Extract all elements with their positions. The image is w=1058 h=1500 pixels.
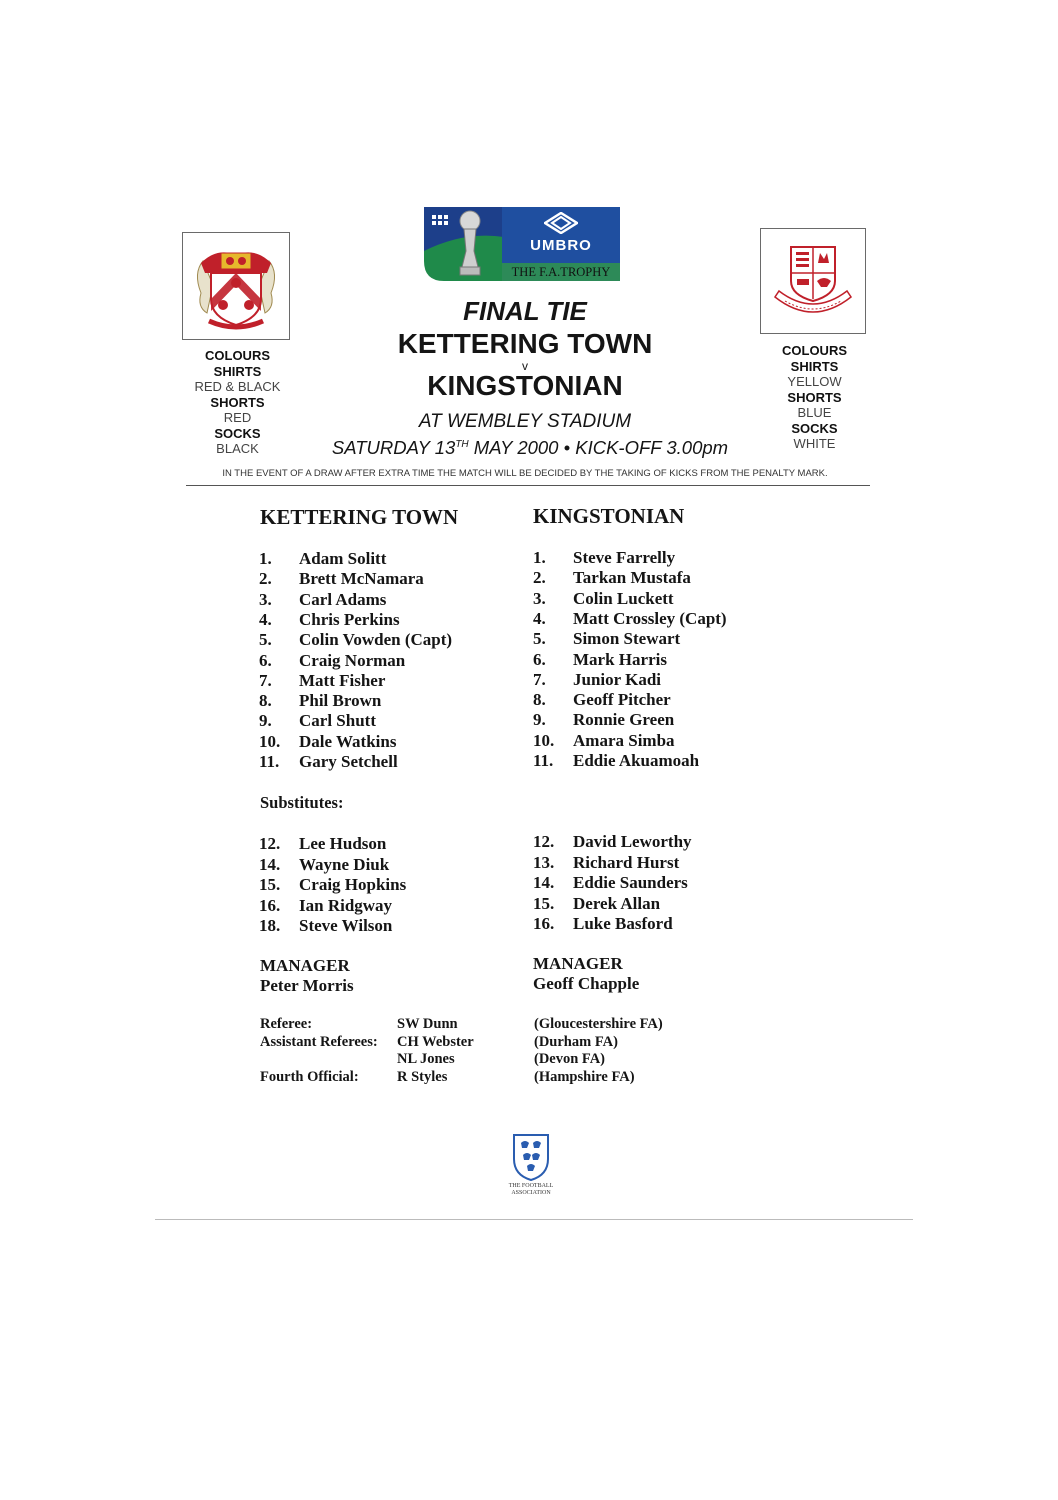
player-name: Matt Fisher — [299, 670, 386, 690]
away-shorts-value: BLUE — [797, 405, 832, 420]
away-manager-name: Geoff Chapple — [533, 974, 640, 993]
away-team-title: KINGSTONIAN — [427, 370, 623, 401]
player-number: 8. — [259, 691, 272, 711]
player-number: 15. — [259, 875, 281, 894]
player-name: Ian Ridgway — [299, 895, 393, 915]
player-number: 16. — [533, 914, 555, 933]
player-name: Eddie Akuamoah — [573, 751, 700, 770]
football-association-caption: THE FOOTBALL ASSOCIATION — [508, 1183, 554, 1196]
player-number: 12. — [259, 834, 281, 853]
official-role: Referee: — [260, 1016, 313, 1032]
home-colours-title: COLOURS — [205, 348, 270, 363]
official-fa: (Gloucestershire FA) — [534, 1016, 663, 1032]
player-name: Mark Harris — [573, 649, 667, 669]
home-shorts-label: SHORTS — [210, 394, 265, 410]
home-socks-label: SOCKS — [214, 425, 261, 441]
competition-name: THE F.A.TROPHY — [502, 263, 620, 281]
home-manager-name: Peter Morris — [260, 976, 354, 995]
football-association-logo-icon — [511, 1133, 551, 1181]
home-crest-frame — [182, 232, 290, 340]
home-colours — [180, 348, 295, 457]
date-line-a: SATURDAY 13 — [331, 437, 456, 458]
umbro-diamond-icon — [544, 212, 578, 234]
header-divider — [186, 485, 870, 486]
fa-trophy-icon — [424, 207, 504, 281]
player-name: Wayne Diuk — [299, 854, 390, 874]
player-name: Junior Kadi — [573, 669, 662, 689]
player-number: 16. — [259, 895, 281, 915]
player-number: 6. — [533, 649, 546, 669]
home-shorts-value: RED — [223, 410, 252, 425]
player-name: Carl Adams — [299, 589, 387, 609]
away-socks-label: SOCKS — [791, 420, 838, 436]
official-fa: (Hampshire FA) — [534, 1068, 635, 1085]
player-number: 2. — [533, 568, 546, 588]
away-socks-value: WHITE — [793, 436, 836, 451]
player-name: Matt Crossley (Capt) — [573, 608, 727, 628]
player-number: 14. — [533, 873, 555, 892]
officials-table — [260, 1016, 680, 1088]
venue: AT WEMBLEY STADIUM — [418, 411, 632, 432]
player-number: 7. — [259, 670, 272, 690]
player-number: 11. — [533, 751, 554, 770]
player-name: David Leworthy — [573, 832, 692, 851]
away-colours — [757, 343, 872, 452]
versus-label: v — [522, 359, 528, 373]
official-fa: (Durham FA) — [534, 1033, 618, 1050]
home-shirts-label: SHIRTS — [213, 363, 262, 379]
player-name: Derek Allan — [573, 893, 661, 913]
competition-logo — [424, 207, 620, 281]
away-manager-label: MANAGER — [533, 954, 623, 973]
away-shirts-label: SHIRTS — [790, 358, 839, 374]
player-number: 3. — [259, 589, 272, 609]
player-name: Colin Luckett — [573, 588, 674, 608]
player-name: Steve Farrelly — [573, 548, 676, 567]
player-name: Tarkan Mustafa — [573, 568, 691, 588]
player-number: 2. — [259, 569, 272, 589]
kingstonian-crest-icon — [761, 229, 865, 333]
substitutes-label: Substitutes: — [260, 793, 344, 812]
player-name: Craig Hopkins — [299, 875, 407, 894]
umbro-wordmark: UMBRO — [530, 237, 592, 254]
away-shorts-label: SHORTS — [787, 389, 842, 405]
date-line-b: MAY 2000 • KICK-OFF 3.00pm — [468, 437, 729, 458]
player-name: Phil Brown — [299, 691, 382, 711]
player-number: 12. — [533, 832, 555, 851]
away-colours-title: COLOURS — [782, 343, 847, 358]
player-name: Gary Setchell — [299, 752, 398, 771]
player-name: Ronnie Green — [573, 710, 675, 730]
player-number: 6. — [259, 650, 272, 670]
home-shirts-value: RED & BLACK — [194, 379, 281, 394]
home-team-title: KETTERING TOWN — [397, 328, 653, 359]
player-number: 8. — [533, 690, 546, 710]
player-name: Chris Perkins — [299, 609, 400, 629]
away-crest-frame — [760, 228, 866, 334]
home-socks-value: BLACK — [216, 441, 259, 456]
kettering-crest-icon — [183, 233, 289, 339]
player-number: 10. — [259, 731, 281, 751]
date-suffix: TH — [455, 438, 469, 450]
home-team-heading: KETTERING TOWN — [260, 505, 459, 529]
player-name: Carl Shutt — [299, 711, 376, 731]
away-shirts-value: YELLOW — [787, 374, 842, 389]
player-name: Adam Solitt — [299, 549, 387, 568]
player-name: Amara Simba — [573, 730, 675, 750]
player-number: 9. — [259, 711, 272, 731]
player-name: Colin Vowden (Capt) — [299, 630, 453, 650]
player-number: 15. — [533, 893, 555, 913]
match-datetime — [300, 437, 760, 459]
away-team-heading: KINGSTONIAN — [533, 504, 685, 528]
player-number: 10. — [533, 730, 555, 750]
umbro-panel — [502, 207, 620, 281]
player-name: Brett McNamara — [299, 569, 424, 589]
player-name: Richard Hurst — [573, 852, 680, 872]
player-number: 14. — [259, 854, 281, 874]
player-number: 18. — [259, 916, 281, 935]
player-number: 4. — [533, 608, 546, 628]
official-role: Fourth Official: — [260, 1068, 359, 1085]
player-number: 13. — [533, 852, 555, 872]
player-number: 7. — [533, 669, 546, 689]
official-name: NL Jones — [397, 1051, 455, 1067]
player-name: Eddie Saunders — [573, 873, 688, 892]
official-name: SW Dunn — [397, 1016, 458, 1032]
player-name: Simon Stewart — [573, 629, 681, 649]
official-name: R Styles — [397, 1068, 448, 1085]
stage-title: FINAL TIE — [463, 296, 587, 326]
player-number: 5. — [259, 630, 272, 650]
player-number: 1. — [259, 549, 272, 568]
player-name: Luke Basford — [573, 914, 673, 933]
player-name: Steve Wilson — [299, 916, 393, 935]
player-number: 5. — [533, 629, 546, 649]
player-name: Craig Norman — [299, 650, 406, 670]
player-number: 4. — [259, 609, 272, 629]
player-name: Lee Hudson — [299, 834, 387, 853]
home-manager-label: MANAGER — [260, 956, 350, 975]
player-number: 3. — [533, 588, 546, 608]
player-number: 11. — [259, 752, 280, 771]
penalty-notice: IN THE EVENT OF A DRAW AFTER EXTRA TIME THE MATCH WILL BE DECIDED BY THE TAKING OF KICKS FROM THE PENALTY MARK. — [222, 468, 828, 479]
player-number: 9. — [533, 710, 546, 730]
page-bottom-divider — [155, 1219, 913, 1220]
official-fa: (Devon FA) — [534, 1051, 606, 1067]
official-name: CH Webster — [397, 1033, 474, 1050]
player-number: 1. — [533, 548, 546, 567]
player-name: Geoff Pitcher — [573, 690, 671, 710]
player-name: Dale Watkins — [299, 731, 397, 751]
official-role: Assistant Referees: — [260, 1033, 378, 1050]
